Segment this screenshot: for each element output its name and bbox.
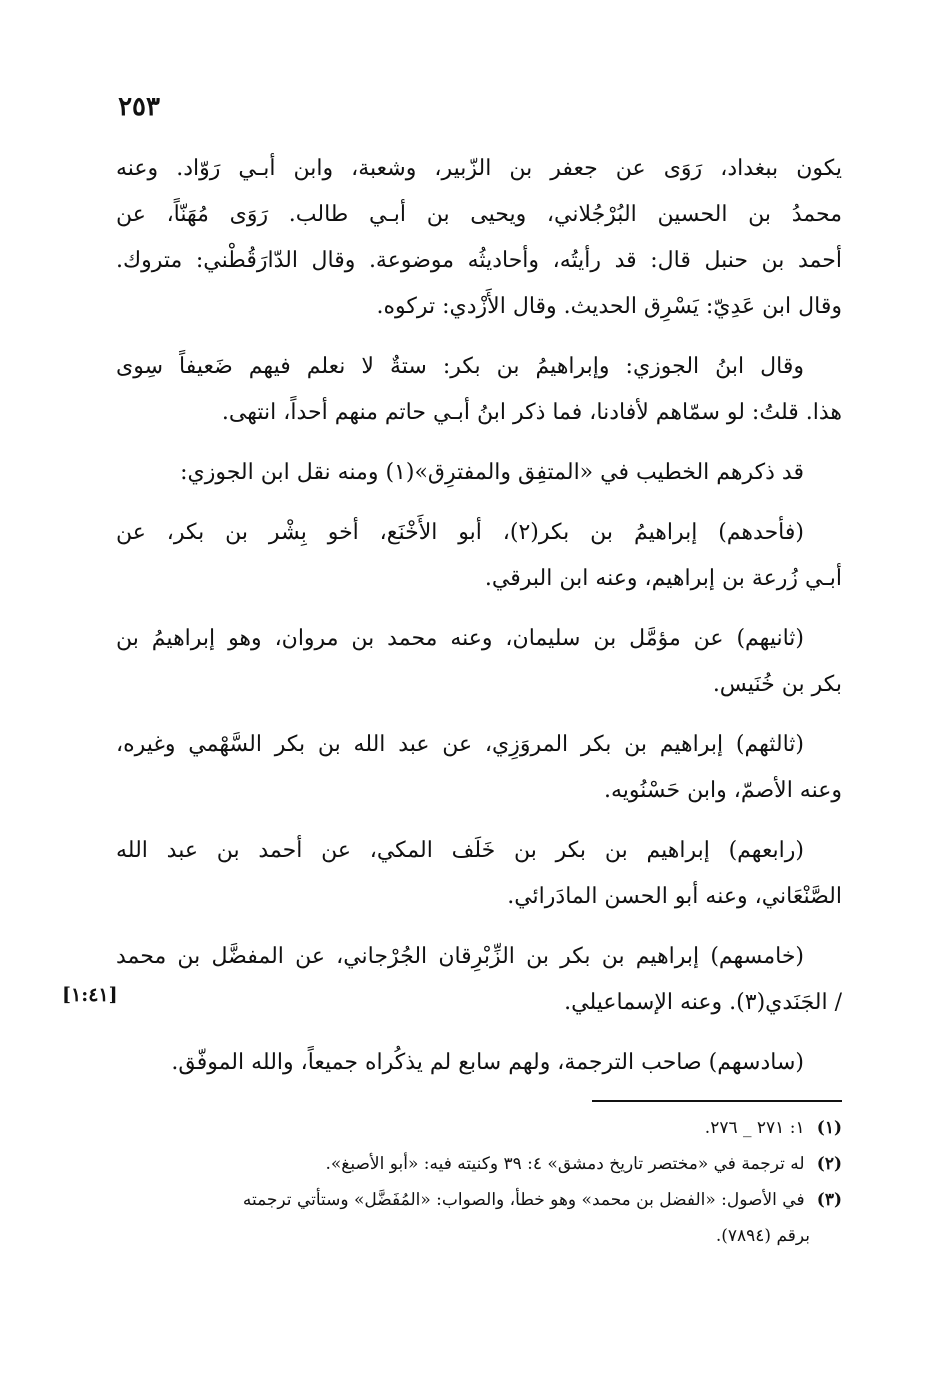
footnote-text: ١: ٢٧١ _ ٢٧٦. <box>704 1118 805 1138</box>
text-line: وقال ابنُ الجوزي: وإبراهيمُ بن بكر: ستةٌ لا نعلم فيهم ضَعيفاً سِوى <box>116 354 804 379</box>
text-line: أحمد بن حنبل قال: قد رأيتُه، وأحاديثُه موضوعة. وقال الدّارَقُطْني: متروك. <box>116 248 842 273</box>
text-line: يكون ببغداد، رَوَى عن جعفر بن الزّبير، وشعبة، وابن أبـي رَوّاد. وعنه <box>116 156 842 181</box>
margin-reference: [١:٤١] <box>62 984 118 1006</box>
footnotes <box>116 1110 842 1254</box>
main-text <box>116 146 842 1086</box>
page-number: ٢٥٣ <box>118 92 160 122</box>
text-line: وقال ابن عَدِيّ: يَسْرِق الحديث. وقال الأَزْدي: تركوه. <box>376 294 842 319</box>
text-line: هذا. قلتُ: لو سمّاهم لأفادنا، فما ذكر ابنُ أبـي حاتم منهم أحداً، انتهى. <box>221 400 842 425</box>
footnote-number: (١) <box>816 1118 842 1138</box>
text-line: (سادسهم) صاحب الترجمة، ولهم سابع لم يذكُراه جميعاً، والله الموفّق. <box>171 1050 804 1075</box>
text-line: أبـي زُرعة بن إبراهيم، وعنه ابن البرقي. <box>484 566 842 591</box>
paragraph <box>116 510 842 602</box>
paragraph <box>116 934 842 1026</box>
footnote-number: (٣) <box>816 1190 842 1210</box>
footnote <box>116 1110 842 1146</box>
paragraph <box>116 450 842 496</box>
text-line: وعنه الأصمّ، وابن حَسْنُويه. <box>604 778 842 803</box>
text-line: / الجَنَدي(٣). وعنه الإسماعيلي. <box>564 990 842 1015</box>
paragraph <box>116 828 842 920</box>
paragraph <box>116 1040 842 1086</box>
text-line: (ثالثهم) إبراهيم بن بكر المروَزِي، عن عبد الله بن بكر السَّهْمي وغيره، <box>116 732 804 757</box>
paragraph <box>116 146 842 330</box>
footnote <box>116 1182 842 1218</box>
text-line: (ثانيهم) عن مؤمَّل بن سليمان، وعنه محمد بن مروان، وهو إبراهيمُ بن <box>116 626 804 651</box>
paragraph <box>116 344 842 436</box>
paragraph <box>116 616 842 708</box>
footnote-continuation: برقم (٧٨٩٤). <box>715 1226 810 1246</box>
text-line: قد ذكرهم الخطيب في «المتفِق والمفترِق»(١) ومنه نقل ابن الجوزي: <box>180 460 804 485</box>
footnote-number: (٢) <box>816 1154 842 1174</box>
footnote <box>116 1146 842 1182</box>
text-line: (خامسهم) إبراهيم بن بكر بن الزِّبْرِقان الجُرْجاني، عن المفضَّل بن محمد <box>116 944 804 969</box>
footnote-text: في الأصول: «الفضل بن محمد» وهو خطأ، والصواب: «المُفَضَّل» وستأتي ترجمته <box>242 1190 805 1210</box>
footnote-text: له ترجمة في «مختصر تاريخ دمشق» ٤: ٣٩ وكنيته فيه: «أبو الأصبغ». <box>325 1154 805 1174</box>
paragraph <box>116 722 842 814</box>
text-line: محمدُ بن الحسين البُرْجُلاني، ويحيى بن أبـي طالب. رَوَى مُهَنّاً، عن <box>116 202 842 227</box>
footnote-separator <box>592 1100 842 1102</box>
text-line: (رابعهم) إبراهيم بن بكر بن خَلَف المكي، عن أحمد بن عبد الله <box>116 838 804 863</box>
text-line: بكر بن خُنَيس. <box>712 672 842 697</box>
text-line: الصَّنْعَاني، وعنه أبو الحسن المادَرائي. <box>507 884 842 909</box>
text-line: (فأحدهم) إبراهيمُ بن بكر(٢)، أبو الأَخْنَع، أخو بِشْر بن بكر، عن <box>116 520 804 545</box>
